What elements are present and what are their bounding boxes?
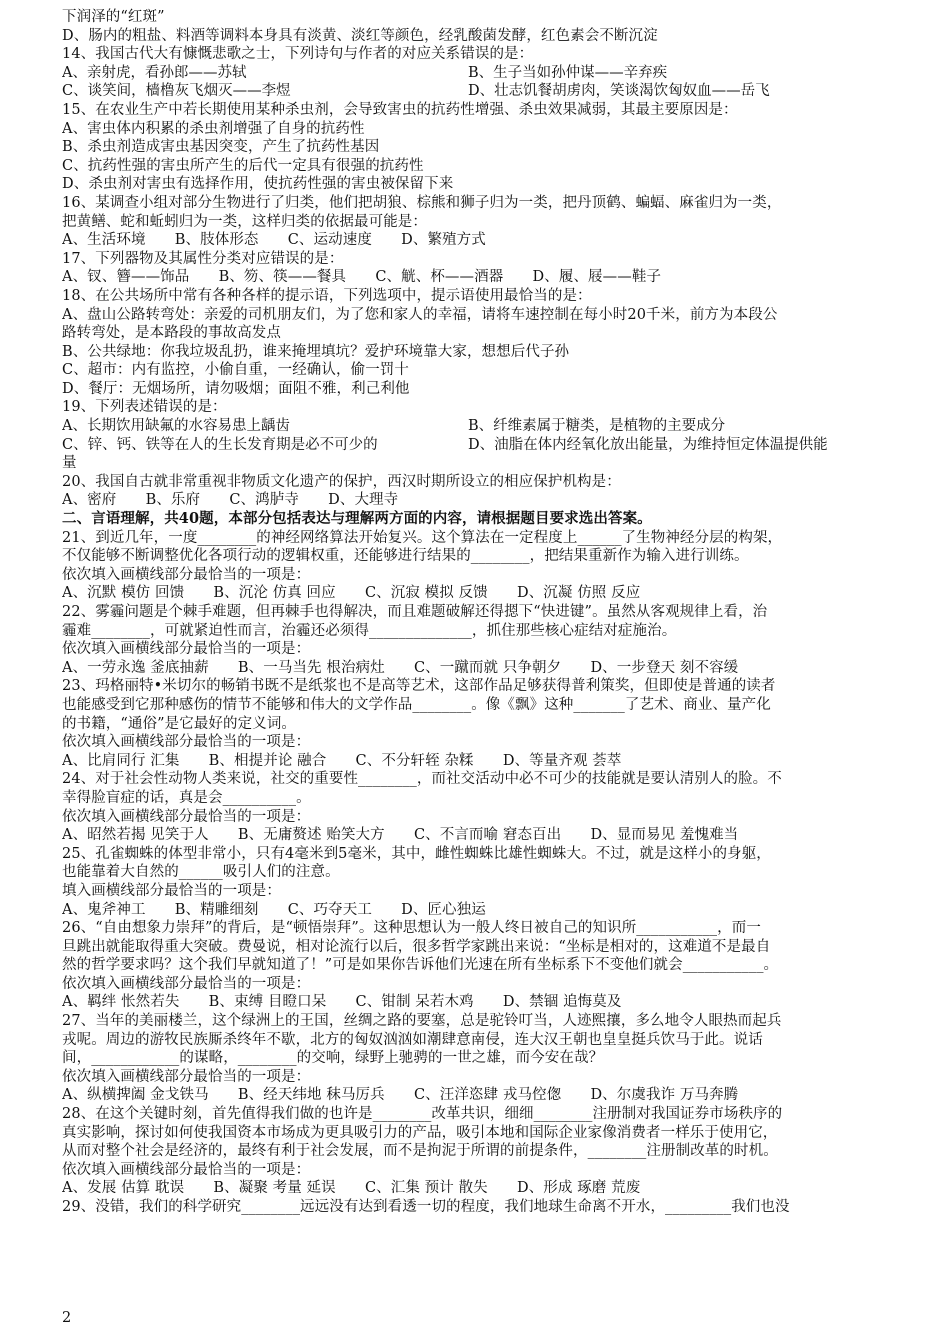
text-line: A、纵横捭阖 金戈铁马 B、经天纬地 秣马厉兵 C、汪洋恣肆 戎马倥偬 D、尔虞我诈 万马奔腾 xyxy=(62,1087,739,1104)
text-line: A、昭然若揭 见笑于人 B、无庸赘述 贻笑大方 C、不言而喻 窘态百出 D、显而易见 羞愧难当 xyxy=(62,827,739,844)
text-line: B、杀虫剂造成害虫基因突变，产生了抗药性基因 xyxy=(62,139,380,156)
text-line: 28、在这个关键时刻，首先值得我们做的也许是________改革共识，细细________注册制对我国证券市场秩序的 xyxy=(62,1106,783,1123)
option-column: D、壮志饥餐胡虏肉，笑谈渴饮匈奴血——岳飞 xyxy=(468,83,770,100)
text-line: 19、下列表述错误的是： xyxy=(62,399,227,416)
text-line: A、一劳永逸 釜底抽薪 B、一马当先 根治病灶 C、一蹴而就 只争朝夕 D、一步登天 刻不容缓 xyxy=(62,659,739,676)
text-line: 17、下列器物及其属性分类对应错误的是： xyxy=(62,250,344,267)
text-line: 依次填入画横线部分最恰当的一项是： xyxy=(62,1161,311,1178)
text-line: 依次填入画横线部分最恰当的一项是： xyxy=(62,808,311,825)
text-line xyxy=(62,436,894,455)
text-line: 路转弯处，是本路段的事故高发点 xyxy=(62,325,281,342)
text-line: 26、“自由想象力崇拜”的背后，是“顿悟崇拜”。这种思想认为一般人终日被自己的知识所___________，而一 xyxy=(62,920,761,937)
text-line: A、害虫体内积累的杀虫剂增强了自身的抗药性 xyxy=(62,120,365,137)
text-line: 戎呢。周边的游牧民族厮杀终年不歇，北方的匈奴汹汹如潮肆意南侵，连大汉王朝也皇皇挺兵饮马于此。说话 xyxy=(62,1031,763,1048)
text-line: A、沉默 模仿 回馈 B、沉沦 仿真 回应 C、沉寂 模拟 反馈 D、沉凝 仿照 反应 xyxy=(62,585,641,602)
text-line xyxy=(62,64,894,83)
text-line: 27、当年的美丽楼兰，这个绿洲上的王国，丝绸之路的要塞，总是驼铃叮当，人迹熙攘，多么地令人眼热而起兵 xyxy=(62,1013,782,1030)
text-line: D、杀虫剂对害虫有选择作用，使抗药性强的害虫被保留下来 xyxy=(62,176,454,193)
text-line: 真实影响，探讨如何使我国资本市场成为更具吸引力的产品，吸引本地和国际企业家像消费者一样乐于使用它， xyxy=(62,1124,778,1141)
text-line: 25、孔雀蜘蛛的体型非常小，只有4毫米到5毫米，其中，雌性蜘蛛比雄性蜘蛛大。不过，就是这样小的身躯， xyxy=(62,845,771,862)
option-column: C、锌、钙、铁等在人的生长发育期是必不可少的 xyxy=(62,436,378,453)
text-line: 15、在农业生产中若长期使用某种杀虫剂，会导致害虫的抗药性增强、杀虫效果减弱，其最主要原因是： xyxy=(62,101,738,118)
text-line: A、发展 估算 耽误 B、凝聚 考量 延误 C、汇集 预计 散失 D、形成 琢磨 荒废 xyxy=(62,1180,641,1197)
option-column: C、谈笑间，樯橹灰飞烟灭——李煜 xyxy=(62,83,291,100)
text-line: 旦跳出就能取得重大突破。费曼说，相对论流行以后，很多哲学家跳出来说：“坐标是相对的，这难道不是最自 xyxy=(62,938,771,955)
text-line: C、超市：内有监控，小偷自重，一经确认，偷一罚十 xyxy=(62,362,409,379)
text-line: 不仅能够不断调整优化各项行动的逻辑权重，还能够进行结果的________，把结果重新作为输入进行训练。 xyxy=(62,548,749,565)
text-line: 14、我国古代大有慷慨悲歌之士，下列诗句与作者的对应关系错误的是： xyxy=(62,46,534,63)
text-line: 依次填入画横线部分最恰当的一项是： xyxy=(62,975,311,992)
text-line: 20、我国自古就非常重视非物质文化遗产的保护，西汉时期所设立的相应保护机构是： xyxy=(62,473,621,490)
section-heading: 二、言语理解，共40题，本部分包括表达与理解两方面的内容，请根据题目要求选出答案。 xyxy=(62,510,652,528)
text-line: A、比肩同行 汇集 B、相提并论 融合 C、不分轩轾 杂糅 D、等量齐观 荟萃 xyxy=(62,752,622,769)
text-line: 把黄鳝、蛇和蚯蚓归为一类，这样归类的依据最可能是： xyxy=(62,213,427,230)
page-number: 2 xyxy=(62,1310,72,1326)
text-line: 依次填入画横线部分最恰当的一项是： xyxy=(62,1068,311,1085)
text-line: 填入画横线部分最恰当的一项是： xyxy=(62,882,281,899)
text-line: 依次填入画横线部分最恰当的一项是： xyxy=(62,566,311,583)
option-column: A、长期饮用缺氟的水容易患上龋齿 xyxy=(62,418,290,435)
text-line: A、钗、簪——饰品 B、笏、筷——餐具 C、觥、杯——酒器 D、履、屐——鞋子 xyxy=(62,269,662,286)
option-column: B、纤维素属于糖类，是植物的主要成分 xyxy=(468,418,726,435)
text-line: 下润泽的“红斑” xyxy=(62,9,165,25)
text-line: 间，____________的谋略，________的交响，绿野上驰骋的一世之雄，而今安在哉？ xyxy=(62,1050,604,1067)
text-line: 29、没错，我们的科学研究________远远没有达到看透一切的程度，我们地球生命离不开水，_________我们也没 xyxy=(62,1199,790,1215)
option-column: A、亲射虎，看孙郎——苏轼 xyxy=(62,64,247,81)
text-line: A、鬼斧神工 B、精雕细刻 C、巧夺天工 D、匠心独运 xyxy=(62,901,486,918)
text-line: 依次填入画横线部分最恰当的一项是： xyxy=(62,641,311,658)
document-body xyxy=(62,8,894,1217)
text-line: 16、某调查小组对部分生物进行了归类，他们把胡狼、棕熊和狮子归为一类，把丹顶鹤、蝙蝠、麻雀归为一类， xyxy=(62,194,782,211)
text-line: 也能感受到它那种感伤的情节不能够和伟大的文学作品________。像《飘》这种_______了艺术、商业、量产化 xyxy=(62,696,771,713)
text-line: 22、雾霾问题是个棘手难题，但再棘手也得解决，而且难题破解还得摁下“快进键”。虽然从客观规律上看，治 xyxy=(62,604,768,620)
text-line: 21、到近几年，一度________的神经网络算法开始复兴。这个算法在一定程度上______了生物神经分层的构架， xyxy=(62,529,783,546)
text-line: A、盘山公路转弯处：亲爱的司机朋友们，为了您和家人的幸福，请将车速控制在每小时20千米，前方为本段公 xyxy=(62,306,778,323)
option-column: B、生子当如孙仲谋——辛弃疾 xyxy=(468,64,668,81)
text-line: 23、玛格丽特•米切尔的畅销书既不是纸浆也不是高等艺术，这部作品足够获得普利策奖，但即使是普通的读者 xyxy=(62,678,776,695)
text-line: 依次填入画横线部分最恰当的一项是： xyxy=(62,734,311,751)
text-line: D、餐厅：无烟场所，请勿吸烟；面阻不雅，利己利他 xyxy=(62,380,410,397)
text-line: A、羁绊 怅然若失 B、束缚 目瞪口呆 C、钳制 呆若木鸡 D、禁锢 追悔莫及 xyxy=(62,994,622,1011)
text-line: D、肠内的粗盐、料酒等调料本身具有淡黄、淡红等颜色，经乳酸菌发酵，红色素会不断沉淀 xyxy=(62,27,658,44)
text-line xyxy=(62,417,894,436)
text-line: 从而对整个社会是经济的，最终有利于社会发展，而不是拘泥于所谓的前提条件，________注册制改革的时机。 xyxy=(62,1143,778,1160)
text-line: 24、对于社会性动物人类来说，社交的重要性________，而社交活动中必不可少的技能就是要认清别人的脸。不 xyxy=(62,771,782,788)
text-line: A、生活环境 B、肢体形态 C、运动速度 D、繁殖方式 xyxy=(62,232,486,249)
text-line xyxy=(62,82,894,101)
text-line: 18、在公共场所中常有各种各样的提示语，下列选项中，提示语使用最恰当的是： xyxy=(62,287,592,304)
option-column: D、油脂在体内经氧化放出能量，为维持恒定体温提供能 xyxy=(468,436,828,453)
text-line: 量 xyxy=(62,455,77,472)
text-line: 然的哲学要求吗？这个我们早就知道了！”可是如果你告诉他们光速在所有坐标系下不变他们就会___________。 xyxy=(62,957,779,974)
text-line: 也能靠着大自然的______吸引人们的注意。 xyxy=(62,864,340,881)
text-line: B、公共绿地：你我垃圾乱扔，谁来掩埋填坑？爱护环境靠大家，想想后代子孙 xyxy=(62,343,570,360)
text-line: C、抗药性强的害虫所产生的后代一定具有很强的抗药性 xyxy=(62,157,424,174)
text-line: 幸得脸盲症的话，真是会__________。 xyxy=(62,789,311,806)
text-line: 的书籍，“通俗”是它最好的定义词。 xyxy=(62,715,297,732)
text-line: A、密府 B、乐府 C、鸿胪寺 D、大理寺 xyxy=(62,492,399,509)
text-line: 霾难________，可就紧迫性而言，治霾还必须得______________，抓住那些核心症结对症施治。 xyxy=(62,622,677,639)
